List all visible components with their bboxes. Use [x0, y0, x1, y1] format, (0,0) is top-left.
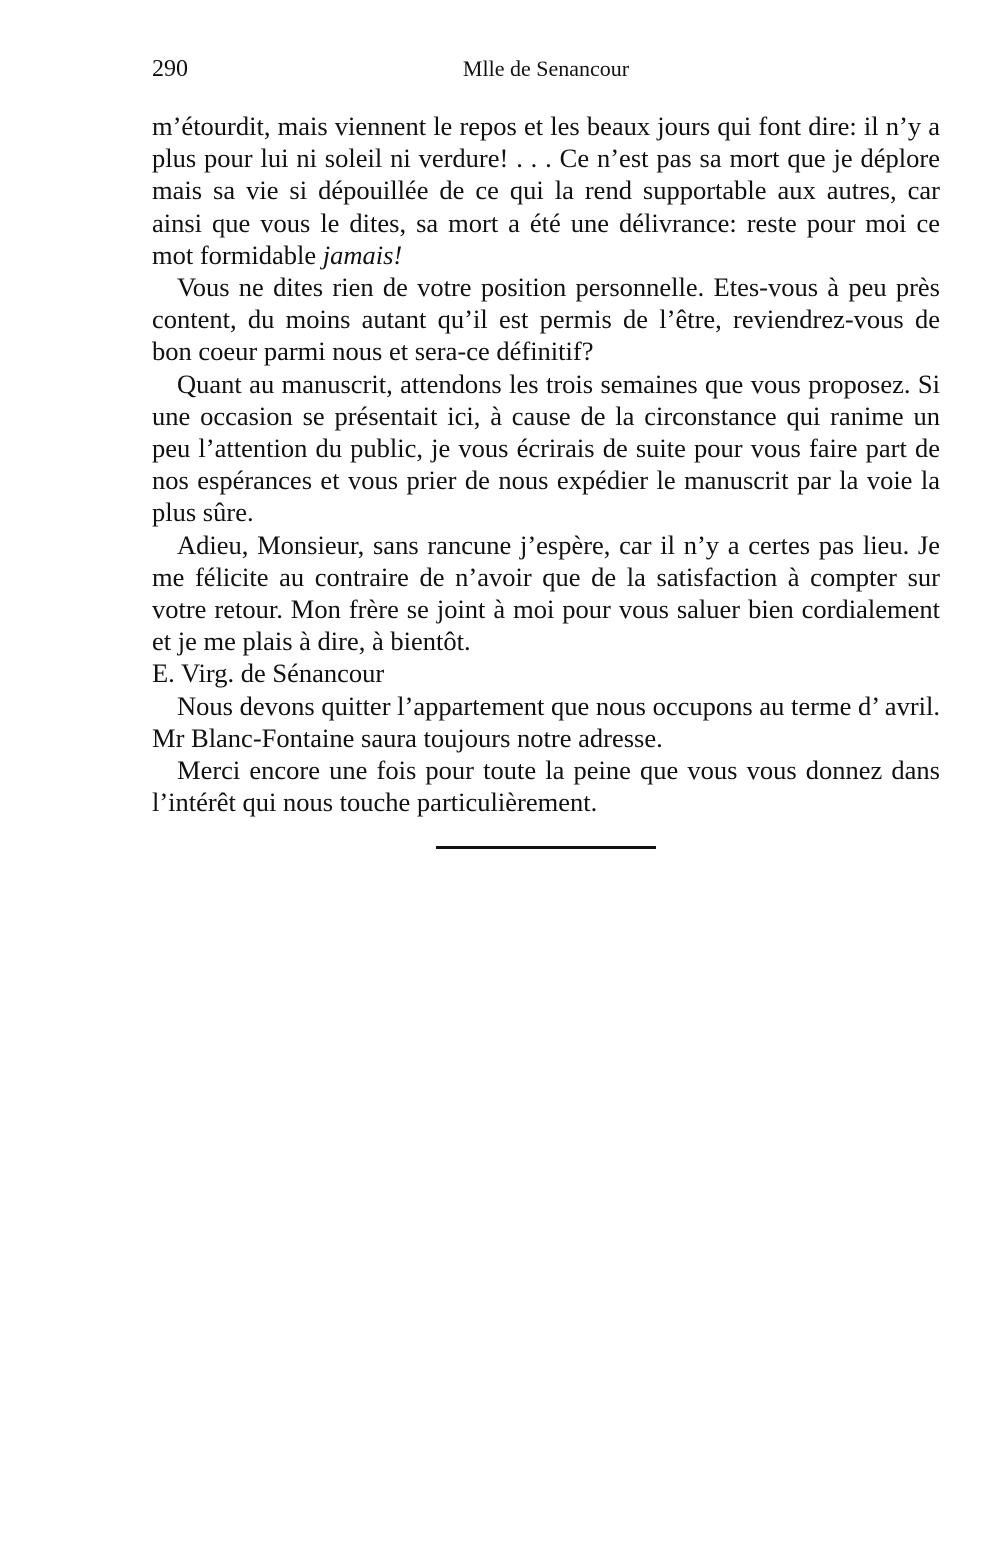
running-title: Mlle de Senancour [462, 56, 630, 81]
page-number: 290 [152, 56, 188, 82]
italic-word: jamais! [322, 239, 403, 270]
paragraph-continued [152, 110, 940, 271]
section-end-rule [436, 846, 656, 849]
paragraph-postscript-thanks: Merci encore une fois pour toute la peine que vous vous donnez dans l’intérêt qui nous touche particulièrement. [152, 755, 940, 818]
paragraph-text: m’étourdit, mais viennent le repos et les beaux jours qui font dire: il n’y a plus pour lui ni soleil ni verdure! . . . Ce n’est pas sa mort que je déplore mais sa vie si dépouillée de ce qui la rend supportable aux autres, car ainsi que vous le dites, sa mort a été une délivrance: reste pour moi ce mot formidable [152, 111, 940, 270]
paragraph-manuscript: Quant au manuscrit, attendons les trois semaines que vous proposez. Si une occasion se présentait ici, à cause de la circonstance qui ranime un peu l’attention du public, je vous écrirais de suite pour vous faire part de nos espérances et vous prier de nous expédier le manuscrit par la voie la plus sûre. [152, 368, 940, 528]
signature: E. Virg. de Sénancour [152, 658, 385, 689]
paragraph-postscript-address: Nous devons quitter l’appartement que nous occupons au terme d’ avril. Mr Blanc-Fontaine saura toujours notre adresse. [152, 690, 940, 753]
book-page [152, 52, 940, 818]
running-head [152, 52, 940, 86]
paragraph-farewell: Adieu, Monsieur, sans rancune j’espère, car il n’y a certes pas lieu. Je me félicite au contraire de n’avoir que de la satisfaction à compter sur votre retour. Mon frère se joint à moi pour vous saluer bien cordialement et je me plais à dire, à bientôt. [152, 529, 940, 657]
paragraph-position: Vous ne dites rien de votre position personnelle. Etes-vous à peu près content, du moins autant qu’il est permis de l’être, reviendrez-vous de bon coeur parmi nous et sera-ce définitif? [152, 272, 940, 367]
letter-text [152, 110, 940, 818]
